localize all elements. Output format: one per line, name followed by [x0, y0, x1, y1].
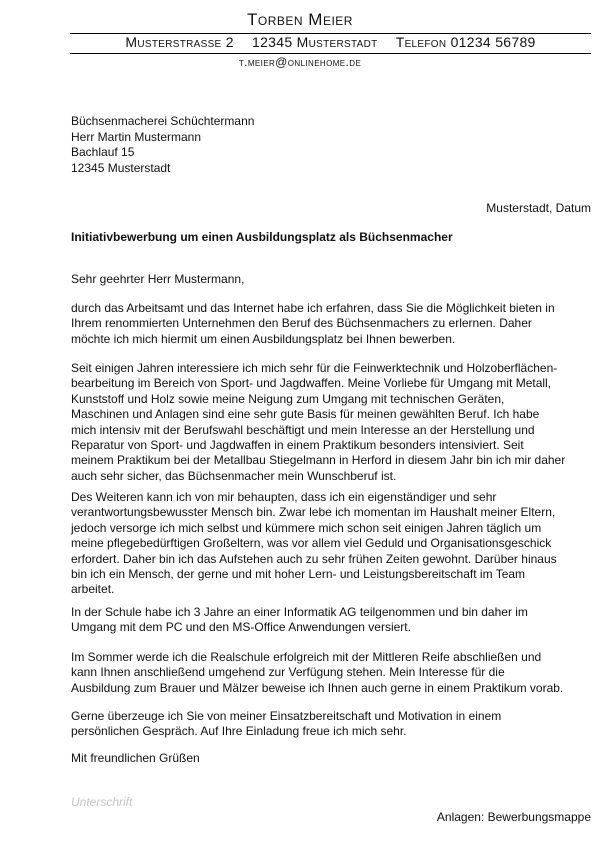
sender-email[interactable]: t.meier@onlinehome.de	[238, 55, 362, 69]
recipient-line: Herr Martin Mustermann	[71, 129, 202, 144]
text-line: persönlichen Gespräch. Auf Ihre Einladung freue ich mich sehr.	[71, 724, 407, 739]
text-line: Gerne überzeuge ich Sie von meiner Einsatzbereitschaft und Motivation in einem	[71, 709, 502, 723]
letter-subject: Initiativbewerbung um einen Ausbildungsplatz als Büchsenmacher	[71, 230, 453, 244]
text-line: Umgang mit dem PC und den MS-Office Anwendungen versiert.	[71, 620, 411, 635]
text-line: durch das Arbeitsamt und das Internet habe ich erfahren, dass Sie die Möglichkeit bieten in	[71, 301, 555, 315]
letter-date: Musterstadt, Datum	[486, 201, 591, 215]
text-line: auch sehr sicher, das Büchsenmacher mein Wunschberuf ist.	[71, 468, 397, 483]
salutation: Sehr geehrter Herr Mustermann,	[71, 272, 245, 286]
text-line: Im Sommer werde ich die Realschule erfolgreich mit der Mittleren Reife abschließen und	[71, 650, 542, 664]
text-line: arbeitet.	[71, 582, 115, 597]
text-line: Ausbildung zum Brauer und Mälzer beweise ich Ihnen auch gerne in einem Praktikum vorab.	[71, 680, 564, 695]
recipient-line: Bachlauf 15	[71, 145, 135, 159]
signature-placeholder: Unterschrift	[71, 795, 133, 809]
text-line: Reparatur von Sport- und Jagdwaffen in einem Praktikum besonders intensiviert. Seit	[71, 438, 524, 453]
sender-address-line	[70, 34, 591, 50]
sender-city: 12345 Musterstadt	[252, 34, 378, 50]
text-line: Maschinen und Anlagen sind eine sehr gute Basis für meinen gewählten Beruf. Ich habe	[71, 407, 540, 422]
text-line: Seit einigen Jahren interessiere ich mich sehr für die Feinwerktechnik und Holzoberflächen-	[71, 361, 558, 375]
closing-phrase: Mit freundlichen Grüßen	[71, 751, 200, 765]
body-paragraph-3	[71, 490, 593, 598]
text-line: möchte ich mich hiermit um einen Ausbildungsplatz bei Ihnen bewerben.	[71, 331, 456, 346]
text-line: mich intensiv mit der Berufswahl beschäftigt und mein Interesse an der Herstellung und	[71, 422, 535, 437]
text-line: meinem Praktikum bei der Metallbau Stiegelmann in Herford in diesem Jahr bin ich mir daher	[71, 453, 566, 468]
text-line: bin ich ein Mensch, der gerne und mit hoher Lern- und Leistungsbereitschaft im Team	[71, 567, 526, 582]
text-line: meine pflegebedürftigen Großeltern, was vor allem viel Geduld und Organisationsgeschick	[71, 536, 552, 551]
text-line: Kunststoff und Holz sowie meine Neigung zum Umgang mit technischen Geräten,	[71, 391, 505, 406]
recipient-address	[71, 114, 254, 176]
sender-street: Musterstrasse 2	[125, 34, 234, 50]
text-line: Ihrem renommierten Unternehmen den Beruf des Büchsenmachers zu erlernen. Daher	[71, 316, 532, 331]
body-paragraph-5	[71, 650, 593, 696]
text-line: Des Weiteren kann ich von mir behaupten, dass ich ein eigenständiger und sehr	[71, 490, 497, 504]
sender-phone: Telefon 01234 56789	[395, 34, 536, 50]
header-rule-bottom	[70, 53, 591, 54]
body-paragraph-1	[71, 301, 593, 347]
body-paragraph-6	[71, 709, 593, 740]
text-line: jedoch versorge ich mich selbst und kümmere mich schon seit einigen Jahren täglich um	[71, 520, 542, 535]
sender-name: Torben Meier	[247, 10, 353, 29]
recipient-line: 12345 Musterstadt	[71, 160, 171, 175]
text-line: kann Ihnen anschließend umgehend zur Verfügung stehen. Mein Interesse für die	[71, 665, 505, 680]
body-paragraph-2	[71, 361, 593, 484]
text-line: In der Schule habe ich 3 Jahre an einer Informatik AG teilgenommen und bin daher im	[71, 605, 528, 619]
recipient-line: Büchsenmacherei Schüchtermann	[71, 114, 255, 128]
body-paragraph-4	[71, 605, 593, 636]
text-line: verantwortungsbewusster Mensch bin. Zwar lebe ich momentan im Haushalt meiner Eltern,	[71, 505, 556, 520]
text-line: erfordert. Daher bin ich das Aufstehen auch zu sehr frühen Zeiten gewohnt. Darüber hinaus	[71, 551, 557, 566]
attachments-note: Anlagen: Bewerbungsmappe	[436, 810, 591, 824]
text-line: bearbeitung im Bereich von Sport- und Jagdwaffen. Meine Vorliebe für Umgang mit Metall,	[71, 376, 552, 391]
